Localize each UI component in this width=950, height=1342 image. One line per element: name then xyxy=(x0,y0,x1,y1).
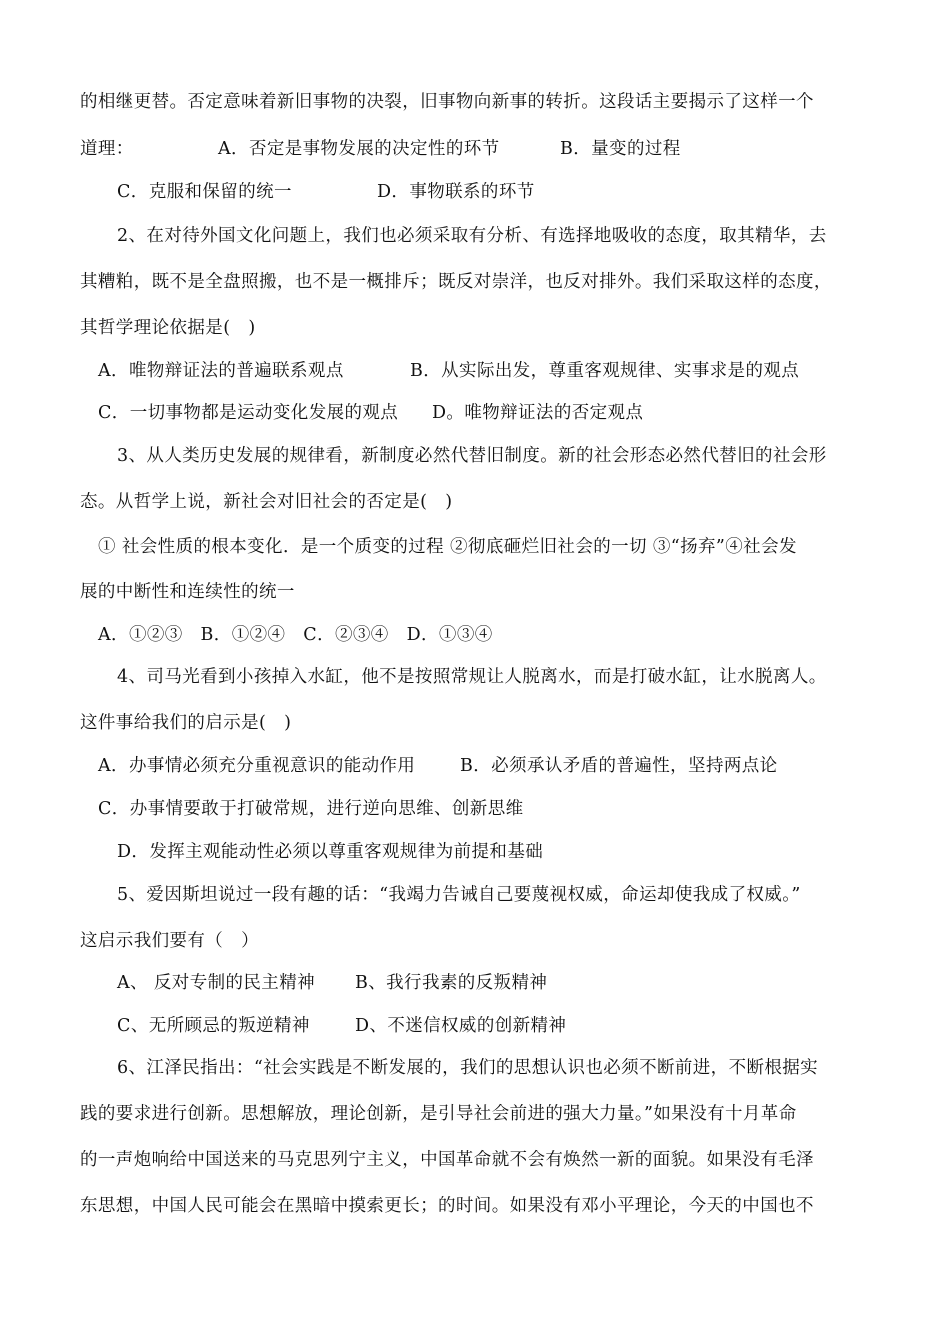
q3-options: A．①②③ B．①②④ C．②③④ D．①③④ xyxy=(98,625,493,645)
q2-text-line-3: 其哲学理论依据是( ) xyxy=(80,318,256,338)
q2-option-c: C．一切事物都是运动变化发展的观点 xyxy=(98,403,399,423)
q4-option-b: B．必须承认矛盾的普遍性，坚持两点论 xyxy=(460,756,778,776)
q5-text-line-1: 5、爱因斯坦说过一段有趣的话：“我竭力告诫自己要蔑视权威，命运却使我成了权威。” xyxy=(117,885,801,905)
q5-option-b: B、我行我素的反叛精神 xyxy=(355,973,548,993)
q1-option-b: B．量变的过程 xyxy=(560,139,681,159)
q4-text-line-2: 这件事给我们的启示是( ) xyxy=(80,713,292,733)
q4-text-line-1: 4、司马光看到小孩掉入水缸，他不是按照常规让人脱离水，而是打破水缸，让水脱离人。 xyxy=(117,667,827,687)
q3-text-line-4: 展的中断性和连续性的统一 xyxy=(80,582,295,602)
q2-option-b: B．从实际出发，尊重客观规律、实事求是的观点 xyxy=(410,361,800,381)
q1-option-d: D．事物联系的环节 xyxy=(377,182,535,202)
q1-text-line-1: 的相继更替。否定意味着新旧事物的决裂，旧事物向新事的转折。这段话主要揭示了这样一个 xyxy=(80,92,814,112)
q4-option-a: A．办事情必须充分重视意识的能动作用 xyxy=(98,756,416,776)
q1-option-a: A．否定是事物发展的决定性的环节 xyxy=(218,139,500,159)
q5-option-a: A、 反对专制的民主精神 xyxy=(117,973,315,993)
q2-option-a: A．唯物辩证法的普遍联系观点 xyxy=(98,361,344,381)
q1-option-c: C．克服和保留的统一 xyxy=(117,182,292,202)
q3-text-line-1: 3、从人类历史发展的规律看，新制度必然代替旧制度。新的社会形态必然代替旧的社会形 xyxy=(117,446,827,466)
q3-text-line-3: ① 社会性质的根本变化．是一个质变的过程 ②彻底砸烂旧社会的一切 ③“扬弃”④社会发 xyxy=(98,537,797,557)
q6-text-line-2: 践的要求进行创新。思想解放，理论创新，是引导社会前进的强大力量。”如果没有十月革命 xyxy=(80,1104,797,1124)
q1-text-line-2: 道理： xyxy=(80,139,134,159)
q5-text-line-2: 这启示我们要有（ ） xyxy=(80,931,259,951)
q2-text-line-1: 2、在对待外国文化问题上，我们也必须采取有分析、有选择地吸收的态度，取其精华，去 xyxy=(117,226,827,246)
q4-option-c: C．办事情要敢于打破常规，进行逆向思维、创新思维 xyxy=(98,799,524,819)
q6-text-line-1: 6、江泽民指出：“社会实践是不断发展的，我们的思想认识也必须不断前进，不断根据实 xyxy=(117,1058,819,1078)
q5-option-d: D、不迷信权威的创新精神 xyxy=(355,1016,567,1036)
q3-text-line-2: 态。从哲学上说，新社会对旧社会的否定是( ) xyxy=(80,492,453,512)
q6-text-line-4: 东思想，中国人民可能会在黑暗中摸索更长；的时间。如果没有邓小平理论，今天的中国也不 xyxy=(80,1196,814,1216)
q5-option-c: C、无所顾忌的叛逆精神 xyxy=(117,1016,310,1036)
q2-text-line-2: 其糟粕，既不是全盘照搬，也不是一概排斥；既反对崇洋，也反对排外。我们采取这样的态度， xyxy=(80,272,832,292)
q4-option-d: D．发挥主观能动性必须以尊重客观规律为前提和基础 xyxy=(117,842,544,862)
q6-text-line-3: 的一声炮响给中国送来的马克思列宁主义，中国革命就不会有焕然一新的面貌。如果没有毛泽 xyxy=(80,1150,814,1170)
q2-option-d: D。唯物辩证法的否定观点 xyxy=(432,403,644,423)
